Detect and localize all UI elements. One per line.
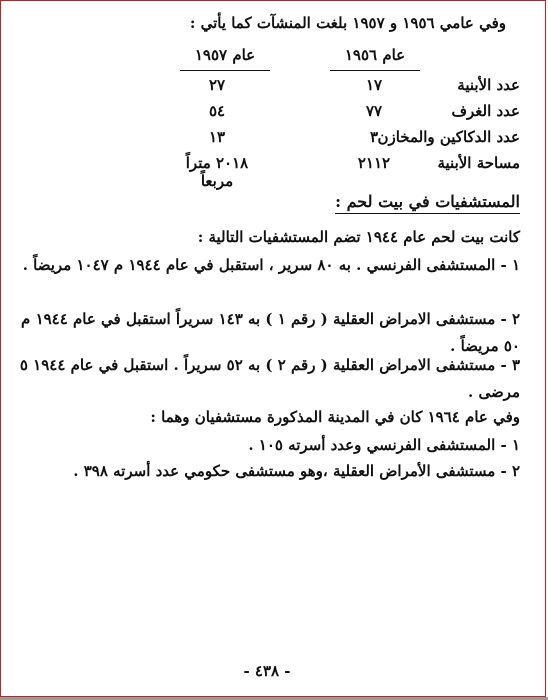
heading-underline — [335, 213, 520, 214]
header-1957-underline — [180, 66, 270, 71]
header-1957 — [180, 46, 270, 71]
table-row — [14, 128, 520, 152]
paragraph-intro: كانت بيت لحم عام ١٩٤٤ تضم المستشفيات التالية : — [197, 228, 520, 246]
list-item: ٢ - مستشفى الأمراض العقلية ،وهو مستشفى حكومي عدد أسرته ٣٩٨ . — [73, 462, 520, 480]
list-item: ١ - المستشفى الفرنسي وعدد أسرته ١٠٥ . — [248, 436, 520, 454]
document-page — [14, 6, 520, 686]
table-row — [14, 154, 520, 190]
row-label: مساحة الأبنية — [437, 154, 520, 172]
row-label: عدد الأبنية — [457, 76, 520, 94]
section-heading-text: المستشفيات في بيت لحم : — [335, 192, 520, 211]
row-label: عدد الدكاكين والمخازن — [377, 128, 520, 146]
value-1956: ٢١١٢ — [357, 154, 391, 172]
header-1956-label: عام ١٩٥٦ — [344, 46, 406, 64]
intro-line: وفي عامي ١٩٥٦ و ١٩٥٧ بلغت المنشآت كما يأتي : — [189, 14, 506, 32]
table-row — [14, 76, 520, 100]
value-1956: ٣ — [369, 128, 379, 146]
header-1956-underline — [330, 66, 420, 71]
value-1957: ١٣ — [208, 128, 226, 146]
value-1957: ٢٠١٨ متراً مربعاً — [185, 154, 249, 190]
list-item: ٣ - مستشفى الامراض العقلية ( رقم ٢ ) به ٥٢ سريراً . استقبل في عام ١٩٤٤ ٥ مرضى . — [19, 356, 520, 401]
table-row — [14, 102, 520, 126]
value-1957: ٥٤ — [208, 102, 226, 120]
list-item: ٢ - مستشفى الامراض العقلية ( رقم ١ ) به ١٤٣ سريراً استقبل في عام ١٩٤٤ م ٥٠ مريضاً . — [21, 310, 520, 355]
paragraph-1964: وفي عام ١٩٦٤ كان في المدينة المذكورة مستشفيان وهما : — [150, 408, 520, 426]
page-number: - ٤٣٨ - — [243, 662, 291, 680]
value-1957: ٢٧ — [208, 76, 226, 94]
value-1956: ٧٧ — [365, 102, 383, 120]
row-label: عدد الغرف — [451, 102, 520, 120]
header-1957-label: عام ١٩٥٧ — [194, 46, 256, 64]
value-1956: ١٧ — [365, 76, 383, 94]
section-heading — [335, 192, 520, 214]
header-1956 — [330, 46, 420, 71]
facilities-table — [14, 46, 520, 190]
list-item: ١ - المستشفى الفرنسي . به ٨٠ سرير ، استقبل في عام ١٩٤٤ م ١٠٤٧ مريضاً . — [22, 256, 520, 274]
